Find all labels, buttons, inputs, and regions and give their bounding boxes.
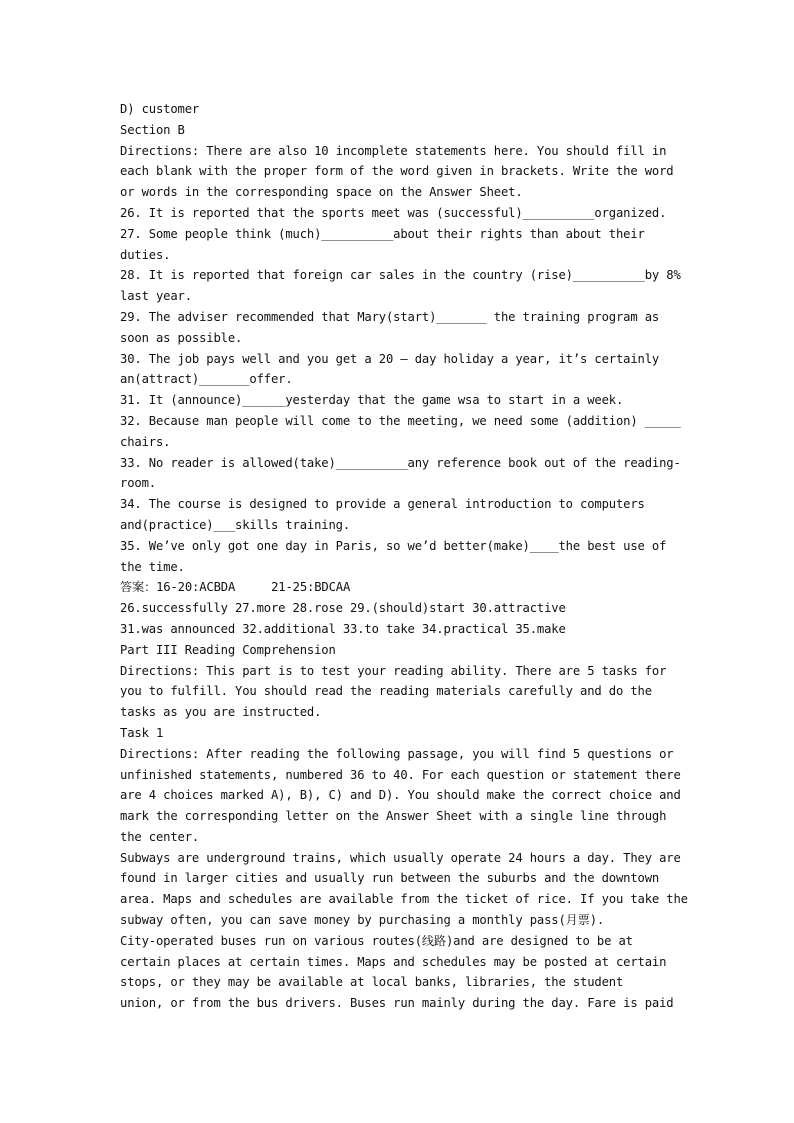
answer-key: 31.was announced 32.additional 33.to take 34.practical 35.make: [120, 621, 566, 636]
text-line: chairs.: [120, 434, 171, 449]
text-line: Directions: This part is to test your reading ability. There are 5 tasks for: [120, 663, 667, 678]
question-35: 35. We’ve only got one day in Paris, so we’d better(make)____the best use of: [120, 538, 667, 553]
passage-line: City-operated buses run on various routes(线路)and are designed to be at: [120, 933, 633, 948]
passage-line: Subways are underground trains, which usually operate 24 hours a day. They are: [120, 850, 681, 865]
question-33: 33. No reader is allowed(take)__________any reference book out of the reading-: [120, 455, 681, 470]
question-30: 30. The job pays well and you get a 20 – day holiday a year, it’s certainly: [120, 351, 660, 366]
passage-line: union, or from the bus drivers. Buses run mainly during the day. Fare is paid: [120, 996, 674, 1011]
text-line: duties.: [120, 247, 171, 262]
passage-line: subway often, you can save money by purchasing a monthly pass(月票).: [120, 913, 605, 928]
text-line: last year.: [120, 289, 192, 304]
question-28: 28. It is reported that foreign car sales in the country (rise)__________by 8%: [120, 268, 681, 283]
text-line: unfinished statements, numbered 36 to 40. For each question or statement there: [120, 767, 681, 782]
text-line: are 4 choices marked A), B), C) and D). You should make the correct choice and: [120, 788, 681, 803]
passage-line: stops, or they may be available at local banks, libraries, the student: [120, 975, 624, 990]
part-heading: Part III Reading Comprehension: [120, 642, 336, 657]
passage-line: found in larger cities and usually run between the suburbs and the downtown: [120, 871, 660, 886]
question-29: 29. The adviser recommended that Mary(start)_______ the training program as: [120, 309, 660, 324]
document-body: [120, 99, 688, 1014]
text-line: Directions: After reading the following passage, you will find 5 questions or: [120, 746, 674, 761]
text-line: you to fulfill. You should read the reading materials carefully and do the: [120, 684, 652, 699]
passage-line: certain places at certain times. Maps and schedules may be posted at certain: [120, 954, 667, 969]
text-line: an(attract)_______offer.: [120, 372, 293, 387]
text-line: D) customer: [120, 102, 200, 116]
passage-line: area. Maps and schedules are available from the ticket of rice. If you take the: [120, 892, 688, 907]
text-line: and(practice)___skills training.: [120, 517, 350, 532]
task-heading: Task 1: [120, 725, 164, 740]
question-34: 34. The course is designed to provide a general introduction to computers: [120, 497, 645, 512]
text-line: each blank with the proper form of the word given in brackets. Write the word: [120, 164, 674, 179]
text-line: room.: [120, 476, 156, 491]
text-line: the center.: [120, 829, 200, 844]
question-31: 31. It (announce)______yesterday that the game wsa to start in a week.: [120, 393, 624, 408]
question-27: 27. Some people think (much)__________about their rights than about their: [120, 226, 645, 241]
text-line: mark the corresponding letter on the Answer Sheet with a single line through: [120, 809, 667, 824]
text-line: or words in the corresponding space on the Answer Sheet.: [120, 185, 523, 200]
question-26: 26. It is reported that the sports meet was (successful)__________organized.: [120, 205, 667, 220]
text-line: Directions: There are also 10 incomplete statements here. You should fill in: [120, 143, 667, 158]
section-heading: Section B: [120, 122, 185, 137]
answer-key: 26.successfully 27.more 28.rose 29.(should)start 30.attractive: [120, 601, 566, 616]
question-32: 32. Because man people will come to the meeting, we need some (addition) _____: [120, 413, 681, 428]
text-line: the time.: [120, 559, 185, 574]
text-line: tasks as you are instructed.: [120, 705, 322, 720]
answer-key: 答案：16-20:ACBDA 21-25:BDCAA: [120, 580, 351, 595]
text-line: soon as possible.: [120, 330, 243, 345]
